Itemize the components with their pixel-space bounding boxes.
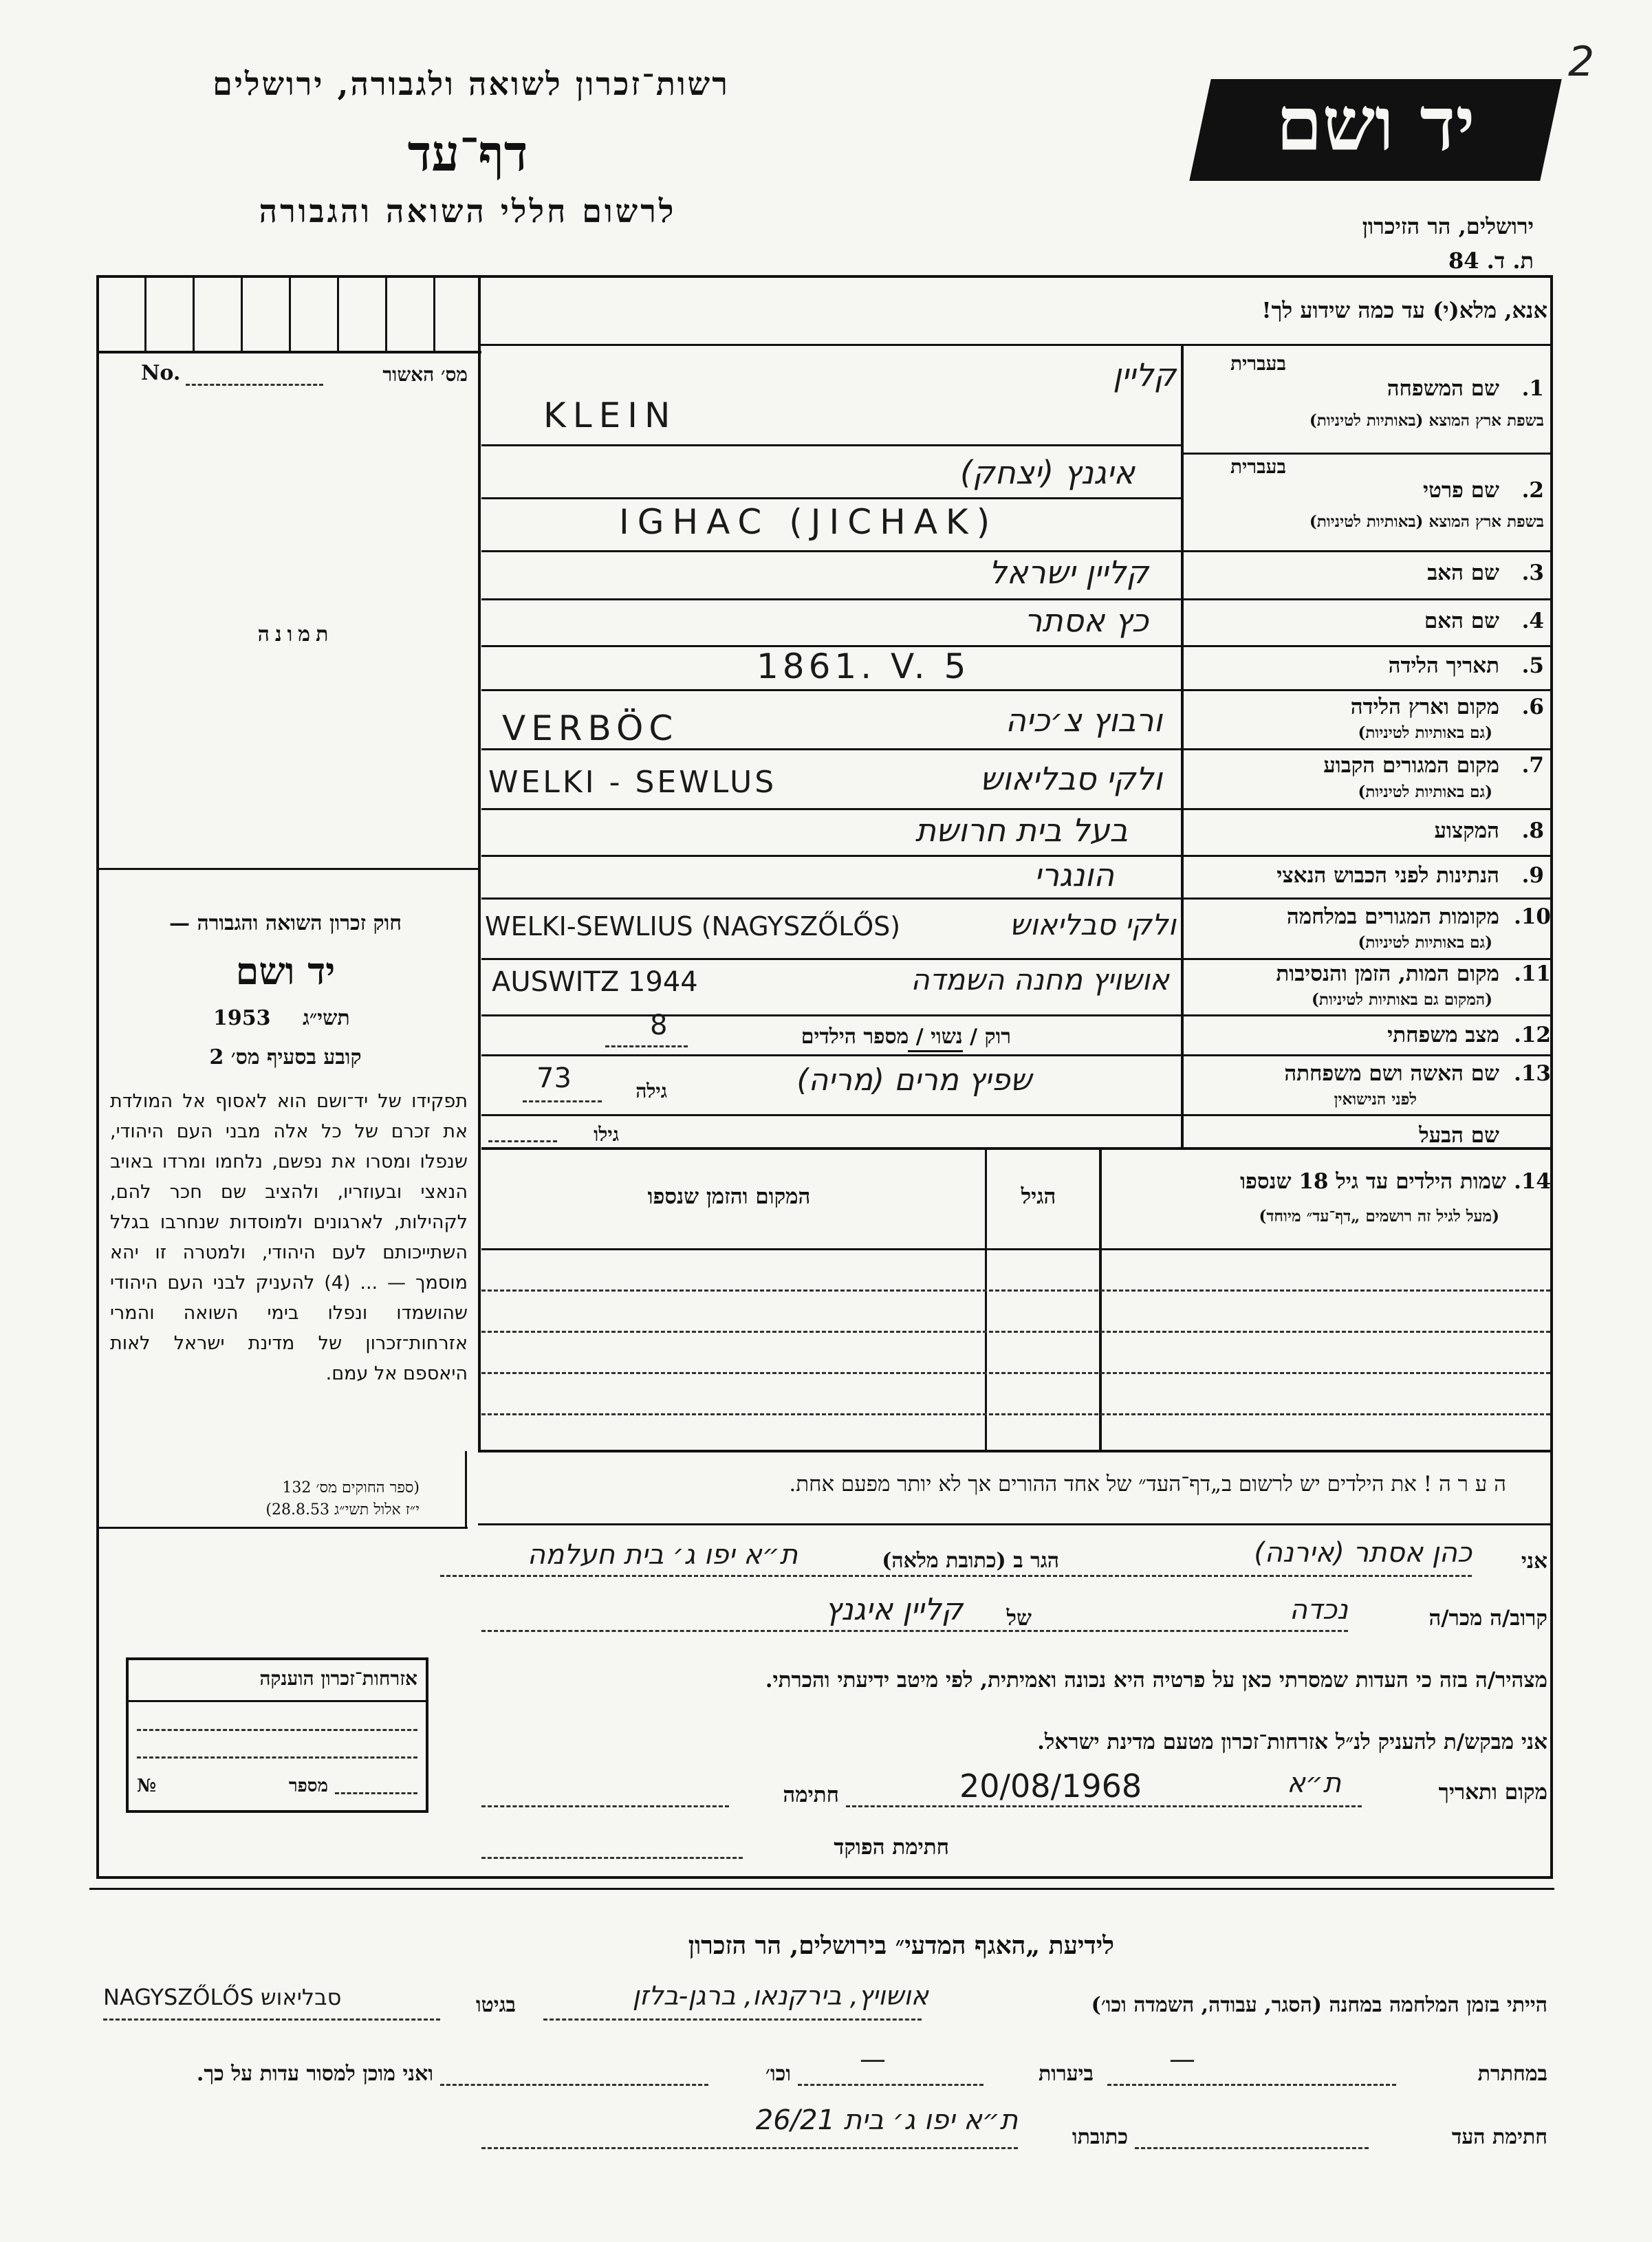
decl-place[interactable]: ת״א xyxy=(1287,1767,1341,1799)
authority-title: רשות־זכרון לשואה ולגבורה, ירושלים xyxy=(213,65,730,102)
photo-label: תמונה xyxy=(257,622,334,646)
husband-age-label: גילו xyxy=(594,1123,619,1146)
field-2-lang: בעברית xyxy=(1230,455,1286,478)
bottom-address-label: כתובתו xyxy=(1072,2125,1128,2149)
bottom-underground-value[interactable]: — xyxy=(1169,2044,1195,2074)
grant-box-title: אזרחות־זכרון הוענקה xyxy=(259,1667,417,1690)
field-2-note: בשפת ארץ המוצא (באותיות לטיניות) xyxy=(1309,512,1544,531)
bottom-forests-value[interactable]: — xyxy=(860,2044,886,2074)
decl-relation[interactable]: נכדה xyxy=(1289,1594,1348,1626)
field-13-label: שם האשה ושם משפחתה xyxy=(1284,1061,1499,1086)
decl-clerk-label: חתימת הפוקד xyxy=(834,1835,949,1860)
field-11-num: 11. xyxy=(1514,961,1551,986)
field-8-label: המקצוע xyxy=(1434,818,1499,843)
field-11-latin-value[interactable]: AUSWITZ 1944 xyxy=(492,966,698,998)
field-2-latin-value[interactable]: IGHAC (JICHAK) xyxy=(619,502,999,542)
field-3-value[interactable]: קליין ישראל xyxy=(988,554,1149,591)
field-9-label: הנתינות לפני הכבוש הנאצי xyxy=(1276,863,1499,888)
field-7-label: מקום המגורים הקבוע xyxy=(1323,753,1499,778)
page-title: דף־עד xyxy=(407,124,528,182)
top-mark: 2 xyxy=(1568,38,1595,86)
yad-vashem-logo-text: יד ושם xyxy=(1276,81,1475,168)
field-2-label: שם פרטי xyxy=(1422,478,1499,503)
field-11-note: (המקום גם באותיות לטיניות) xyxy=(1312,990,1492,1009)
field-1-lang: בעברית xyxy=(1230,352,1286,375)
approval-checkboxes xyxy=(96,275,481,352)
field-4-num: 4. xyxy=(1521,609,1544,633)
field-11-hebrew-value[interactable]: אושויץ מחנה השמדה xyxy=(911,963,1169,997)
field-9-num: 9. xyxy=(1521,863,1544,888)
field-10-num: 10. xyxy=(1514,904,1551,929)
children-col-place: המקום והזמן שנספו xyxy=(647,1184,811,1209)
bottom-ghetto-value[interactable]: NAGYSZŐLŐS סבליאוש xyxy=(103,1984,342,2010)
approval-label: מס׳ האשור xyxy=(382,363,468,386)
decl-witness-address[interactable]: ת״א יפו ג׳ בית חעלמה xyxy=(527,1539,798,1571)
children-note: ה ע ר ה ! את הילדים יש לרשום ב„דף־העד״ של אחד ההורים אך לא יותר מפעם אחת. xyxy=(789,1472,1506,1497)
address: ירושלים, הר הזיכרון xyxy=(1362,213,1534,239)
married-underline xyxy=(908,1050,963,1052)
law-year-heb: תשי״ג xyxy=(303,1006,350,1030)
approval-no-label: No. xyxy=(141,361,181,385)
field-1-latin-value[interactable]: KLEIN xyxy=(543,395,677,435)
field-3-label: שם האב xyxy=(1427,560,1499,585)
decl-resides-label: הגר ב (כתובת מלאה) xyxy=(882,1549,1059,1573)
field-6-num: 6. xyxy=(1521,695,1544,719)
field-7-num: 7. xyxy=(1521,753,1544,778)
field-7-hebrew-value[interactable]: ולקי סבליאוש xyxy=(980,760,1162,797)
field-13-num: 13. xyxy=(1514,1061,1551,1086)
bottom-address-value[interactable]: ת״א יפו ג׳ בית 26/21 xyxy=(755,2104,1018,2136)
field-12-num: 12. xyxy=(1514,1023,1551,1047)
field-1-hebrew-value[interactable]: קליין xyxy=(1113,356,1176,393)
grant-box xyxy=(126,1657,428,1813)
field-10-latin-value[interactable]: WELKI-SEWLIUS (NAGYSZŐLŐS) xyxy=(485,911,901,942)
intro-instruction: אנא, מלא(י) עד כמה שידוע לך! xyxy=(1261,297,1547,323)
field-1-num: 1. xyxy=(1521,376,1544,401)
decl-request: אני מבקש/ת להעניק לנ״ל אזרחות־זכרון מטעם מדינת ישראל. xyxy=(1037,1730,1547,1754)
field-6-hebrew-value[interactable]: ורבוץ צ׳כיה xyxy=(1005,701,1162,739)
decl-signature-label: חתימה xyxy=(783,1783,839,1807)
field-10-label: מקומות המגורים במלחמה xyxy=(1286,904,1499,929)
children-table-rows xyxy=(481,1248,1550,1448)
decl-i-label: אני xyxy=(1521,1549,1547,1574)
field-13-age-label: גילה xyxy=(635,1080,667,1102)
field-12-children-value[interactable]: 8 xyxy=(650,1010,668,1041)
bottom-underground-label: במחתרת xyxy=(1477,2062,1547,2086)
field-10-note: (גם באותיות לטיניות) xyxy=(1358,933,1492,952)
field-7-latin-value[interactable]: WELKI - SEWLUS xyxy=(488,765,777,800)
po-box: ת. ד. 84 xyxy=(1448,248,1534,274)
grant-box-no: № xyxy=(137,1776,157,1796)
field-6-latin-value[interactable]: VERBÖC xyxy=(502,708,679,748)
field-13-note: לפני הנישואין xyxy=(1334,1090,1417,1109)
field-4-label: שם האם xyxy=(1424,609,1499,633)
children-title-note: (מעל לגיל זה רושמים „דף־עד״ מיוחד) xyxy=(1259,1207,1499,1226)
field-1-label: שם המשפחה xyxy=(1387,376,1499,401)
field-8-value[interactable]: בעל בית חרושת xyxy=(915,812,1128,849)
field-4-value[interactable]: כץ אסתר xyxy=(1024,602,1149,639)
page-subtitle: לרשום חללי השואה והגבורה xyxy=(259,193,677,230)
field-13-age-value[interactable]: 73 xyxy=(536,1063,572,1094)
field-2-num: 2. xyxy=(1521,478,1544,503)
bottom-camp-label: הייתי בזמן המלחמה במחנה (הסגר, עבודה, השמדה וכו׳) xyxy=(1091,1993,1547,2017)
decl-of-name[interactable]: קליין איגנץ xyxy=(825,1592,963,1627)
field-13-value[interactable]: שפיץ מרים (מריה) xyxy=(796,1063,1032,1098)
decl-place-date-label: מקום ותאריך xyxy=(1438,1780,1547,1805)
bottom-ready: ואני מוכן למסור עדות על כך. xyxy=(196,2062,433,2086)
bottom-title: לידיעת „האגף המדעי״ בירושלים, הר הזכרון xyxy=(688,1931,1114,1960)
decl-relative-label: קרוב/ה מכר/ה xyxy=(1428,1606,1547,1631)
law-ref-1: (ספר החוקים מס׳ 132 xyxy=(282,1479,420,1497)
field-9-value[interactable]: הונגרי xyxy=(1034,856,1114,893)
field-1-note: בשפת ארץ המוצא (באותיות לטיניות) xyxy=(1309,411,1544,430)
husband-label: שם הבעל xyxy=(1419,1123,1499,1148)
field-12-label: מצב משפחתי xyxy=(1387,1023,1499,1047)
field-6-label: מקום וארץ הלידה xyxy=(1350,695,1499,719)
bottom-forests-label: ביערות xyxy=(1038,2062,1094,2086)
children-title: שמות הילדים עד גיל 18 שנספו xyxy=(1240,1169,1506,1194)
law-clause: קובע בסעיף מס׳ 2 xyxy=(209,1045,362,1069)
field-10-hebrew-value[interactable]: ולקי סבליאוש xyxy=(1010,908,1176,942)
field-3-num: 3. xyxy=(1521,560,1544,585)
children-col-age: הגיל xyxy=(1021,1184,1056,1209)
decl-statement: מצהיר/ה בזה כי העדות שמסרתי כאן על פרטיה היא נכונה ואמיתית, לפי מיטב ידיעתי והכרתי. xyxy=(765,1668,1547,1693)
law-ref-2: י״ז אלול תשי״ג 28.8.53) xyxy=(265,1501,420,1519)
decl-date[interactable]: 20/08/1968 xyxy=(959,1767,1142,1805)
bottom-witness-sig-label: חתימת העד xyxy=(1451,2125,1547,2149)
decl-witness-name[interactable]: כהן אסתר (אירנה) xyxy=(1254,1537,1472,1569)
law-name: יד ושם xyxy=(235,949,336,993)
children-num: 14. xyxy=(1514,1169,1551,1194)
bottom-etc-label: וכו׳ xyxy=(765,2062,791,2086)
law-year: 1953 xyxy=(213,1006,271,1030)
grant-box-number-label: מספר xyxy=(288,1776,328,1796)
field-8-num: 8. xyxy=(1521,818,1544,843)
field-5-label: תאריך הלידה xyxy=(1388,653,1499,678)
field-6-note: (גם באותיות לטיניות) xyxy=(1358,723,1492,742)
law-text: תפקידו של יד־ושם הוא לאסוף אל המולדת את זכרם של כל אלה מבני העם היהודי, שנפלו ומסרו את נפשם, נלחמו ומרדו באויב הנאצי ובעוזריו, ולהציב שם חכר להם, לקהילות, לארגונים ולמוסדות שנחרבו בגלל השתייכותם לעם היהודי, ולמטרה זו יהא מוסמך — ... (4) להעניק לבני העם היהודי שהושמדו ונפלו בימי השואה והמרי אזרחות־זכרון של מדינת ישראל לאות היאספם אל עמם. xyxy=(110,1091,468,1384)
law-title: חוק זכרון השואה והגבורה — xyxy=(169,911,402,935)
bottom-ghetto-label: בגיטו xyxy=(475,1993,516,2017)
decl-of-label: של xyxy=(1006,1606,1032,1631)
field-2-hebrew-value[interactable]: איגנץ (יצחק) xyxy=(959,454,1135,491)
field-7-note: (גם באותיות לטיניות) xyxy=(1358,783,1492,801)
field-11-label: מקום המות, הזמן והנסיבות xyxy=(1276,961,1499,986)
field-12-status-options[interactable]: רוק / נשוי / מספר הילדים xyxy=(801,1025,1011,1049)
field-5-num: 5. xyxy=(1521,653,1544,678)
bottom-camp-value[interactable]: אושויץ, בירקנאו, ברגן-בלזן xyxy=(632,1981,928,2011)
field-5-value[interactable]: 1861. V. 5 xyxy=(757,646,970,686)
